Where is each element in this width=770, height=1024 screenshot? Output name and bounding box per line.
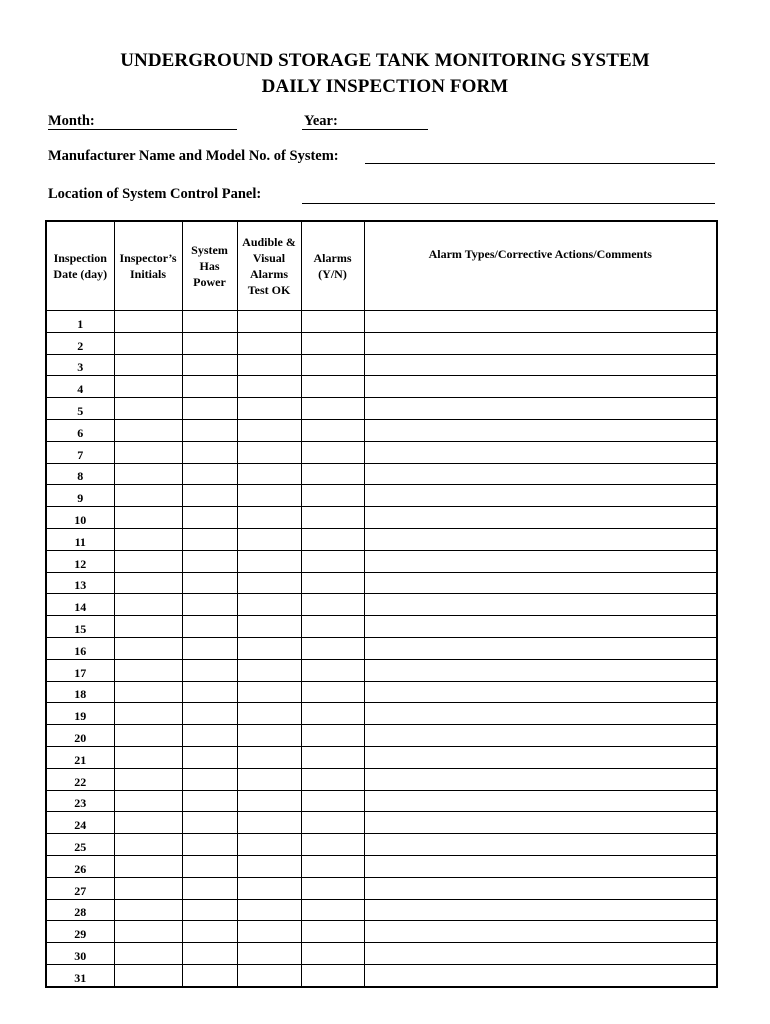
day-number: 31: [46, 964, 114, 986]
location-field[interactable]: [302, 203, 715, 204]
alarms-test-cell[interactable]: [237, 812, 301, 834]
form-title-line-1: UNDERGROUND STORAGE TANK MONITORING SYSTEM: [120, 50, 650, 71]
comments-cell[interactable]: [364, 877, 717, 899]
alarms-test-cell[interactable]: [237, 463, 301, 485]
day-number: 22: [46, 768, 114, 790]
day-number: 29: [46, 921, 114, 943]
inspector-initials-cell[interactable]: [114, 964, 182, 986]
comments-cell[interactable]: [364, 746, 717, 768]
alarms-yn-cell[interactable]: [301, 659, 364, 681]
alarms-test-cell[interactable]: [237, 376, 301, 398]
table-row: [46, 616, 717, 638]
inspector-initials-cell[interactable]: [114, 572, 182, 594]
system-power-cell[interactable]: [182, 419, 237, 441]
system-power-cell[interactable]: [182, 681, 237, 703]
inspector-initials-cell[interactable]: [114, 507, 182, 529]
system-power-cell[interactable]: [182, 746, 237, 768]
alarms-yn-cell[interactable]: [301, 376, 364, 398]
table-row: [46, 419, 717, 441]
alarms-yn-cell[interactable]: [301, 354, 364, 376]
inspector-initials-cell[interactable]: [114, 725, 182, 747]
table-row: [46, 834, 717, 856]
inspector-initials-cell[interactable]: [114, 332, 182, 354]
day-number: 30: [46, 943, 114, 965]
comments-cell[interactable]: [364, 594, 717, 616]
alarms-yn-cell[interactable]: [301, 681, 364, 703]
alarms-yn-cell[interactable]: [301, 855, 364, 877]
system-power-cell[interactable]: [182, 311, 237, 333]
year-label: Year:: [304, 113, 338, 129]
system-power-cell[interactable]: [182, 463, 237, 485]
alarms-test-cell[interactable]: [237, 921, 301, 943]
table-row: [46, 790, 717, 812]
table-row: [46, 681, 717, 703]
alarms-test-cell[interactable]: [237, 550, 301, 572]
table-row: [46, 877, 717, 899]
header-inspector-initials: Inspector’s Initials: [114, 221, 182, 311]
comments-cell[interactable]: [364, 376, 717, 398]
alarms-test-cell[interactable]: [237, 899, 301, 921]
inspector-initials-cell[interactable]: [114, 681, 182, 703]
alarms-yn-cell[interactable]: [301, 485, 364, 507]
header-alarms-yn: Alarms (Y/N): [301, 221, 364, 311]
table-row: [46, 572, 717, 594]
table-body: [46, 311, 717, 987]
table-row: [46, 943, 717, 965]
comments-cell[interactable]: [364, 768, 717, 790]
inspector-initials-cell[interactable]: [114, 746, 182, 768]
inspector-initials-cell[interactable]: [114, 943, 182, 965]
alarms-yn-cell[interactable]: [301, 637, 364, 659]
system-power-cell[interactable]: [182, 637, 237, 659]
alarms-test-cell[interactable]: [237, 703, 301, 725]
day-number: 16: [46, 637, 114, 659]
alarms-test-cell[interactable]: [237, 311, 301, 333]
table-row: [46, 550, 717, 572]
day-number: 6: [46, 419, 114, 441]
table-row: [46, 659, 717, 681]
comments-cell[interactable]: [364, 398, 717, 420]
table-row: [46, 964, 717, 986]
inspector-initials-cell[interactable]: [114, 376, 182, 398]
comments-cell[interactable]: [364, 659, 717, 681]
alarms-yn-cell[interactable]: [301, 703, 364, 725]
alarms-test-cell[interactable]: [237, 507, 301, 529]
day-number: 24: [46, 812, 114, 834]
comments-cell[interactable]: [364, 485, 717, 507]
alarms-test-cell[interactable]: [237, 681, 301, 703]
header-comments: Alarm Types/Corrective Actions/Comments: [364, 221, 717, 311]
alarms-yn-cell[interactable]: [301, 441, 364, 463]
alarms-test-cell[interactable]: [237, 964, 301, 986]
comments-cell[interactable]: [364, 354, 717, 376]
comments-cell[interactable]: [364, 419, 717, 441]
comments-cell[interactable]: [364, 528, 717, 550]
header-alarms-test: Audible & Visual Alarms Test OK: [237, 221, 301, 311]
day-number: 3: [46, 354, 114, 376]
system-power-cell[interactable]: [182, 354, 237, 376]
comments-cell[interactable]: [364, 943, 717, 965]
alarms-yn-cell[interactable]: [301, 528, 364, 550]
day-number: 14: [46, 594, 114, 616]
table-row: [46, 398, 717, 420]
alarms-yn-cell[interactable]: [301, 507, 364, 529]
system-power-cell[interactable]: [182, 703, 237, 725]
form-title-line-2: DAILY INSPECTION FORM: [261, 76, 509, 97]
table-row: [46, 485, 717, 507]
system-power-cell[interactable]: [182, 507, 237, 529]
alarms-test-cell[interactable]: [237, 790, 301, 812]
inspector-initials-cell[interactable]: [114, 616, 182, 638]
system-power-cell[interactable]: [182, 616, 237, 638]
day-number: 19: [46, 703, 114, 725]
table-row: [46, 441, 717, 463]
inspector-initials-cell[interactable]: [114, 703, 182, 725]
table-row: [46, 703, 717, 725]
inspector-initials-cell[interactable]: [114, 921, 182, 943]
month-field[interactable]: [48, 129, 237, 130]
manufacturer-label: Manufacturer Name and Model No. of System:: [48, 148, 339, 164]
system-power-cell[interactable]: [182, 943, 237, 965]
alarms-test-cell[interactable]: [237, 354, 301, 376]
alarms-yn-cell[interactable]: [301, 725, 364, 747]
system-power-cell[interactable]: [182, 398, 237, 420]
alarms-yn-cell[interactable]: [301, 746, 364, 768]
inspector-initials-cell[interactable]: [114, 441, 182, 463]
manufacturer-field[interactable]: [365, 163, 715, 164]
alarms-test-cell[interactable]: [237, 332, 301, 354]
system-power-cell[interactable]: [182, 834, 237, 856]
day-number: 4: [46, 376, 114, 398]
table-row: [46, 746, 717, 768]
header-inspection-date: Inspection Date (day): [46, 221, 114, 311]
day-number: 18: [46, 681, 114, 703]
table-header-row: [46, 221, 717, 311]
alarms-yn-cell[interactable]: [301, 812, 364, 834]
alarms-yn-cell[interactable]: [301, 834, 364, 856]
location-label: Location of System Control Panel:: [48, 186, 262, 202]
day-number: 2: [46, 332, 114, 354]
alarms-yn-cell[interactable]: [301, 943, 364, 965]
system-power-cell[interactable]: [182, 572, 237, 594]
inspector-initials-cell[interactable]: [114, 550, 182, 572]
alarms-test-cell[interactable]: [237, 725, 301, 747]
table-row: [46, 354, 717, 376]
comments-cell[interactable]: [364, 616, 717, 638]
day-number: 21: [46, 746, 114, 768]
comments-cell[interactable]: [364, 834, 717, 856]
alarms-yn-cell[interactable]: [301, 768, 364, 790]
alarms-yn-cell[interactable]: [301, 964, 364, 986]
system-power-cell[interactable]: [182, 659, 237, 681]
day-number: 26: [46, 855, 114, 877]
alarms-test-cell[interactable]: [237, 419, 301, 441]
inspector-initials-cell[interactable]: [114, 419, 182, 441]
inspector-initials-cell[interactable]: [114, 398, 182, 420]
comments-cell[interactable]: [364, 463, 717, 485]
table-row: [46, 725, 717, 747]
alarms-yn-cell[interactable]: [301, 899, 364, 921]
table-row: [46, 768, 717, 790]
alarms-yn-cell[interactable]: [301, 877, 364, 899]
day-number: 7: [46, 441, 114, 463]
alarms-test-cell[interactable]: [237, 398, 301, 420]
inspection-table: [45, 220, 718, 988]
table-row: [46, 637, 717, 659]
inspector-initials-cell[interactable]: [114, 834, 182, 856]
day-number: 1: [46, 311, 114, 333]
table-row: [46, 463, 717, 485]
table-row: [46, 594, 717, 616]
inspector-initials-cell[interactable]: [114, 899, 182, 921]
table-row: [46, 812, 717, 834]
table-row: [46, 899, 717, 921]
table-row: [46, 332, 717, 354]
day-number: 9: [46, 485, 114, 507]
comments-cell[interactable]: [364, 311, 717, 333]
alarms-yn-cell[interactable]: [301, 332, 364, 354]
inspector-initials-cell[interactable]: [114, 594, 182, 616]
system-power-cell[interactable]: [182, 332, 237, 354]
system-power-cell[interactable]: [182, 725, 237, 747]
comments-cell[interactable]: [364, 637, 717, 659]
table-row: [46, 507, 717, 529]
inspector-initials-cell[interactable]: [114, 354, 182, 376]
system-power-cell[interactable]: [182, 812, 237, 834]
alarms-yn-cell[interactable]: [301, 616, 364, 638]
comments-cell[interactable]: [364, 812, 717, 834]
alarms-test-cell[interactable]: [237, 441, 301, 463]
day-number: 23: [46, 790, 114, 812]
comments-cell[interactable]: [364, 332, 717, 354]
alarms-yn-cell[interactable]: [301, 463, 364, 485]
comments-cell[interactable]: [364, 507, 717, 529]
comments-cell[interactable]: [364, 572, 717, 594]
inspector-initials-cell[interactable]: [114, 528, 182, 550]
table-row: [46, 311, 717, 333]
comments-cell[interactable]: [364, 725, 717, 747]
inspector-initials-cell[interactable]: [114, 768, 182, 790]
day-number: 25: [46, 834, 114, 856]
system-power-cell[interactable]: [182, 790, 237, 812]
inspector-initials-cell[interactable]: [114, 855, 182, 877]
system-power-cell[interactable]: [182, 550, 237, 572]
day-number: 20: [46, 725, 114, 747]
day-number: 11: [46, 528, 114, 550]
alarms-yn-cell[interactable]: [301, 398, 364, 420]
alarms-test-cell[interactable]: [237, 877, 301, 899]
day-number: 17: [46, 659, 114, 681]
system-power-cell[interactable]: [182, 877, 237, 899]
inspector-initials-cell[interactable]: [114, 485, 182, 507]
year-field[interactable]: [302, 129, 428, 130]
alarms-yn-cell[interactable]: [301, 594, 364, 616]
day-number: 13: [46, 572, 114, 594]
system-power-cell[interactable]: [182, 899, 237, 921]
alarms-test-cell[interactable]: [237, 528, 301, 550]
system-power-cell[interactable]: [182, 768, 237, 790]
comments-cell[interactable]: [364, 550, 717, 572]
inspector-initials-cell[interactable]: [114, 790, 182, 812]
comments-cell[interactable]: [364, 790, 717, 812]
comments-cell[interactable]: [364, 921, 717, 943]
comments-cell[interactable]: [364, 899, 717, 921]
day-number: 27: [46, 877, 114, 899]
alarms-yn-cell[interactable]: [301, 419, 364, 441]
alarms-test-cell[interactable]: [237, 659, 301, 681]
alarms-test-cell[interactable]: [237, 746, 301, 768]
comments-cell[interactable]: [364, 681, 717, 703]
alarms-yn-cell[interactable]: [301, 311, 364, 333]
day-number: 12: [46, 550, 114, 572]
header-system-power: System Has Power: [182, 221, 237, 311]
inspector-initials-cell[interactable]: [114, 659, 182, 681]
alarms-test-cell[interactable]: [237, 855, 301, 877]
inspector-initials-cell[interactable]: [114, 311, 182, 333]
system-power-cell[interactable]: [182, 528, 237, 550]
system-power-cell[interactable]: [182, 441, 237, 463]
comments-cell[interactable]: [364, 441, 717, 463]
day-number: 15: [46, 616, 114, 638]
system-power-cell[interactable]: [182, 964, 237, 986]
system-power-cell[interactable]: [182, 594, 237, 616]
table-row: [46, 855, 717, 877]
comments-cell[interactable]: [364, 703, 717, 725]
alarms-yn-cell[interactable]: [301, 921, 364, 943]
alarms-yn-cell[interactable]: [301, 550, 364, 572]
inspector-initials-cell[interactable]: [114, 877, 182, 899]
alarms-test-cell[interactable]: [237, 572, 301, 594]
table-row: [46, 528, 717, 550]
system-power-cell[interactable]: [182, 485, 237, 507]
table-row: [46, 921, 717, 943]
alarms-test-cell[interactable]: [237, 594, 301, 616]
system-power-cell[interactable]: [182, 376, 237, 398]
table-row: [46, 376, 717, 398]
day-number: 5: [46, 398, 114, 420]
alarms-test-cell[interactable]: [237, 485, 301, 507]
alarms-test-cell[interactable]: [237, 616, 301, 638]
alarms-test-cell[interactable]: [237, 768, 301, 790]
day-number: 8: [46, 463, 114, 485]
day-number: 10: [46, 507, 114, 529]
inspector-initials-cell[interactable]: [114, 637, 182, 659]
alarms-yn-cell[interactable]: [301, 572, 364, 594]
day-number: 28: [46, 899, 114, 921]
month-label: Month:: [48, 113, 95, 129]
alarms-test-cell[interactable]: [237, 943, 301, 965]
comments-cell[interactable]: [364, 964, 717, 986]
alarms-test-cell[interactable]: [237, 637, 301, 659]
alarms-yn-cell[interactable]: [301, 790, 364, 812]
inspector-initials-cell[interactable]: [114, 463, 182, 485]
inspector-initials-cell[interactable]: [114, 812, 182, 834]
comments-cell[interactable]: [364, 855, 717, 877]
system-power-cell[interactable]: [182, 855, 237, 877]
alarms-test-cell[interactable]: [237, 834, 301, 856]
system-power-cell[interactable]: [182, 921, 237, 943]
